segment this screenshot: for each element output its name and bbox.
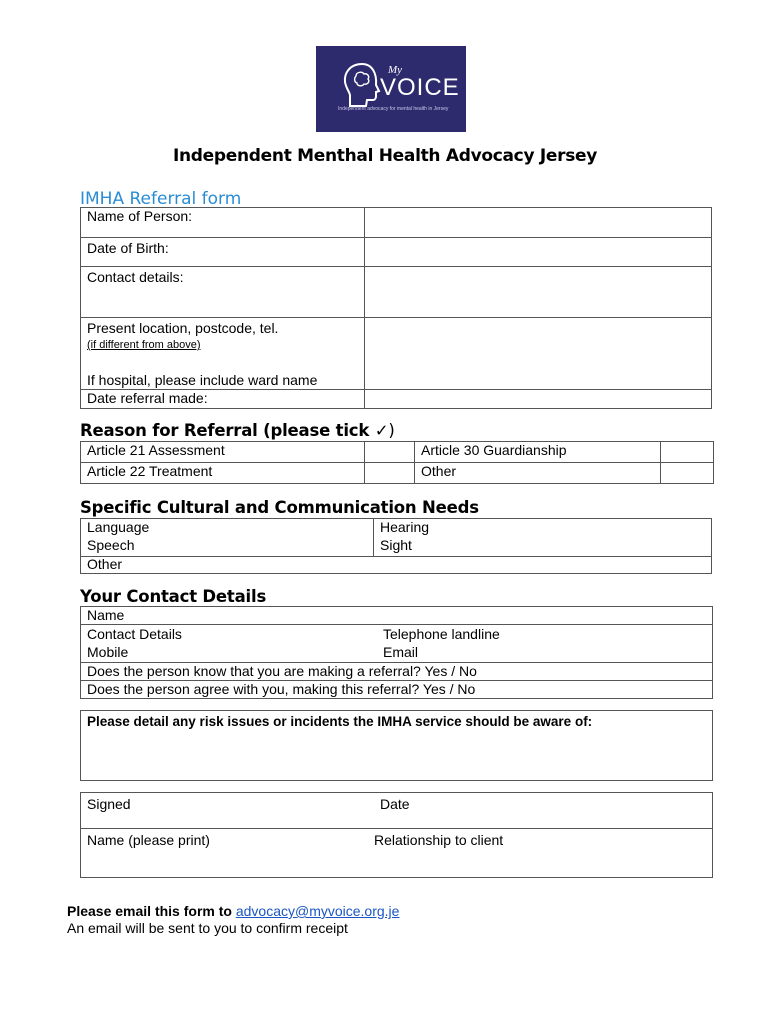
confirmation-note: An email will be sent to you to confirm receipt [67, 920, 348, 936]
reason-heading-close: ) [388, 421, 395, 440]
signed-label: Signed [87, 796, 131, 812]
person-agrees-question: Does the person agree with you, making this referral? Yes / No [87, 681, 476, 697]
date-label: Date [380, 796, 410, 812]
relationship-label: Relationship to client [374, 832, 504, 848]
email-link[interactable]: advocacy@myvoice.org.je [235, 903, 400, 919]
page-title: Independent Menthal Health Advocacy Jersey [172, 146, 598, 166]
article-30-checkbox[interactable] [661, 442, 714, 463]
contact-details-label: Contact details: [81, 267, 365, 318]
article-30-label: Article 30 Guardianship [415, 442, 661, 463]
reason-heading-text: Reason for Referral (please tick [80, 421, 370, 440]
logo-my-text: My [388, 64, 403, 76]
hospital-note: If hospital, please include ward name [87, 372, 318, 388]
date-referral-made-label: Date referral made: [81, 390, 365, 409]
person-knows-question: Does the person know that you are making a referral? Yes / No [87, 663, 477, 679]
head-silhouette-icon [342, 62, 382, 108]
present-location-text: Present location, postcode, tel. [87, 320, 279, 336]
hearing-label: Hearing [380, 519, 430, 535]
email-instruction [67, 903, 399, 919]
name-of-person-field[interactable] [365, 208, 712, 238]
article-22-checkbox[interactable] [365, 463, 415, 484]
contact-details-field[interactable] [365, 267, 712, 318]
logo-tagline: Independent advocacy for mental health in Jersey [338, 106, 449, 112]
cultural-heading: Specific Cultural and Communication Needs [80, 498, 479, 517]
speech-label: Speech [87, 537, 135, 553]
sight-label: Sight [380, 537, 412, 553]
if-different-note: (if different from above) [87, 339, 201, 351]
email-instruction-text: Please email this form to [67, 903, 236, 919]
article-21-checkbox[interactable] [365, 442, 415, 463]
cultural-other-label: Other [87, 556, 123, 572]
cultural-divider [373, 518, 374, 556]
name-of-person-label: Name of Person: [81, 208, 365, 238]
name-print-label: Name (please print) [87, 832, 210, 848]
referral-heading: IMHA Referral form [80, 189, 242, 209]
referral-table [80, 207, 712, 409]
date-of-birth-label: Date of Birth: [81, 238, 365, 267]
your-name-label: Name [87, 607, 125, 623]
mobile-label: Mobile [87, 644, 129, 660]
tick-icon: ✓ [374, 421, 389, 440]
logo-voice-text: VOICE [380, 74, 460, 101]
your-contact-heading: Your Contact Details [80, 587, 267, 606]
myvoice-logo [316, 46, 466, 132]
other-reason-label: Other [415, 463, 661, 484]
signoff-row-divider [80, 828, 713, 829]
risk-issues-label: Please detail any risk issues or incidents the IMHA service should be aware of: [87, 714, 593, 729]
email-label: Email [383, 644, 419, 660]
present-location-label [81, 318, 365, 390]
date-referral-made-field[interactable] [365, 390, 712, 409]
present-location-field[interactable] [365, 318, 712, 390]
contact-row-divider-1 [80, 624, 713, 625]
your-contact-details-label: Contact Details [87, 626, 182, 642]
language-label: Language [87, 519, 150, 535]
date-of-birth-field[interactable] [365, 238, 712, 267]
cultural-row-divider [80, 556, 712, 557]
article-22-label: Article 22 Treatment [81, 463, 365, 484]
other-reason-checkbox[interactable] [661, 463, 714, 484]
reason-table [80, 441, 714, 484]
article-21-label: Article 21 Assessment [81, 442, 365, 463]
telephone-landline-label: Telephone landline [383, 626, 500, 642]
reason-heading [80, 421, 395, 440]
